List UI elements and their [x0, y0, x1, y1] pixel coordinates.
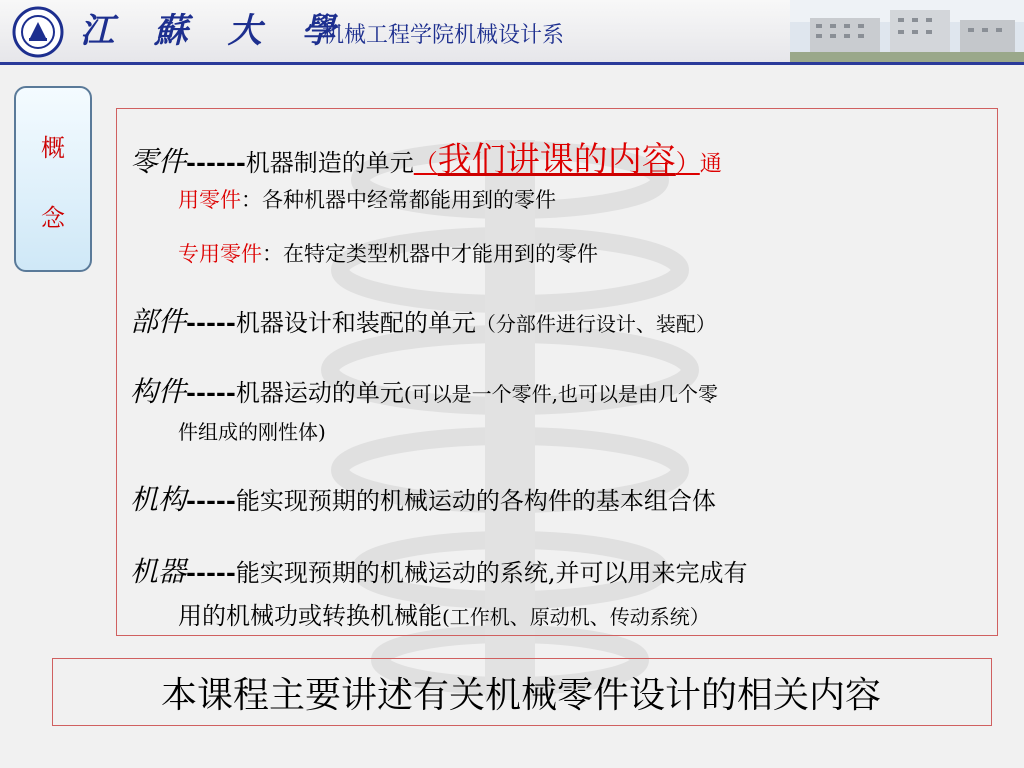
def-part-emph: 我们讲课的内容 [437, 140, 676, 180]
def-part-text: 机器制造的单元 [245, 149, 414, 177]
def-mechanism-text: 能实现预期的机械运动的各构件的基本组合体 [235, 487, 716, 515]
def-mechanism-term: 机构 [130, 483, 187, 516]
def-part-term: 零件 [130, 145, 187, 178]
def-machine-text1: 能实现预期的机械运动的系统,并可以用来完成有 [235, 559, 748, 587]
special-part-text: ：在特定类型机器中才能用到的零件 [262, 242, 598, 266]
summary-text: 本课程主要讲述有关机械零件设计的相关内容 [160, 675, 881, 716]
header-bar [0, 0, 1024, 62]
university-name: 江 蘇 大 學 [80, 11, 350, 51]
def-machine-dash: ----- [186, 558, 236, 587]
def-machine-text2: 用的机械功或转换机械能 [178, 602, 442, 630]
def-part-dash: ------ [186, 148, 246, 177]
def-member-line [130, 370, 718, 410]
def-part-special [178, 238, 598, 268]
def-part-line [130, 132, 722, 181]
def-component-line [130, 300, 716, 340]
def-part-general [178, 184, 556, 214]
def-member-dash: ----- [186, 378, 236, 407]
special-part-label: 专用零件 [178, 242, 262, 266]
def-member-text: 机器运动的单元 [235, 379, 404, 407]
general-part-text: ：各种机器中经常都能用到的零件 [241, 188, 556, 212]
department-title: 机械工程学院机械设计系 [322, 23, 565, 48]
def-machine-line2 [178, 596, 710, 631]
general-part-label: 用零件 [178, 188, 241, 212]
def-component-text: 机器设计和装配的单元 [235, 309, 476, 337]
def-part-emph-open: （ [413, 149, 438, 177]
def-part-emph-close: ） [675, 149, 700, 177]
campus-photo [790, 0, 1024, 62]
def-component-dash: ----- [186, 308, 236, 337]
def-component-note: （分部件进行设计、装配） [475, 312, 716, 336]
def-member-note1: (可以是一个零件,也可以是由几个零 [403, 382, 718, 406]
summary-box [52, 658, 992, 726]
def-member-note2: 件组成的刚性体) [178, 420, 326, 444]
concept-char-1: 概 [41, 134, 65, 162]
concept-tab [14, 86, 92, 272]
def-mechanism-line [130, 478, 716, 518]
def-component-term: 部件 [130, 305, 187, 338]
university-seal-icon [12, 6, 64, 58]
def-machine-term: 机器 [130, 555, 187, 588]
def-member-term: 构件 [130, 375, 187, 408]
def-machine-note: (工作机、原动机、传动系统） [442, 605, 710, 629]
def-machine-line [130, 550, 747, 590]
concept-char-2: 念 [41, 204, 65, 232]
header-divider [0, 62, 1024, 65]
def-mechanism-dash: ----- [186, 486, 236, 515]
def-part-tail: 通 [699, 152, 722, 177]
